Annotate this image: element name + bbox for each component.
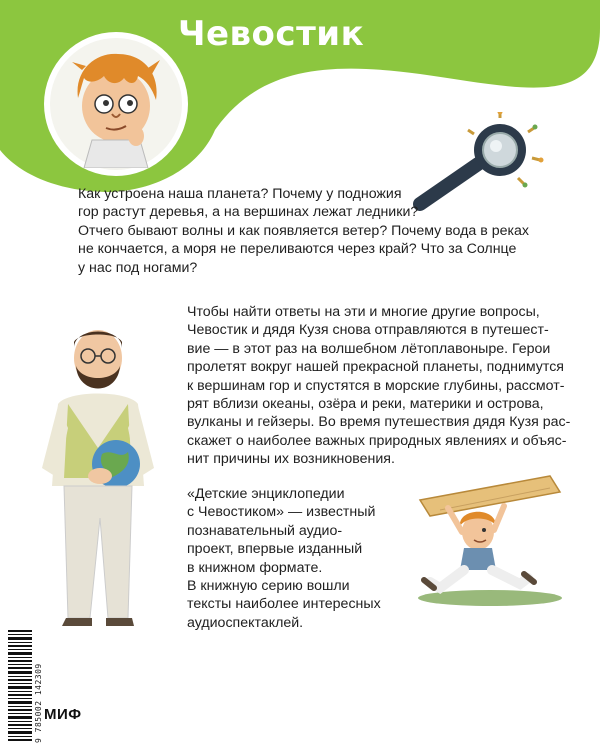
publisher-logo: МИФ: [44, 706, 82, 723]
running-chevostik-illustration: [400, 470, 570, 610]
text-line: тексты наиболее интересных: [187, 596, 381, 613]
promo-paragraph: [187, 485, 407, 632]
series-title: Чевостик: [178, 14, 365, 54]
text-line: в книжном формате.: [187, 559, 323, 576]
uncle-kuzya-illustration: [28, 318, 168, 628]
text-line: гор растут деревья, а на вершинах лежат ледники?: [78, 204, 419, 221]
text-line: Чтобы найти ответы на эти и многие другие вопросы,: [187, 304, 540, 320]
text-line: Как устроена наша планета? Почему у подножия: [78, 186, 402, 202]
text-line: скажет о наиболее важных природных явлениях и объяс-: [187, 432, 567, 449]
chevostik-portrait: [52, 40, 180, 168]
text-line: Чевостик и дядя Кузя снова отправляются в путешест-: [187, 322, 549, 339]
text-line: не кончается, а моря не переливаются через край? Что за Солнце: [78, 241, 517, 258]
text-line: у нас под ногами?: [78, 259, 198, 276]
text-line: пролетят вокруг нашей прекрасной планеты, поднимутся: [187, 359, 564, 376]
text-line: аудиоспектаклей.: [187, 614, 304, 631]
text-line: рят вблизи океаны, озёра и реки, материки и острова,: [187, 396, 544, 413]
intro-paragraph: [78, 185, 529, 277]
text-line: вулканы и гейзеры. Во время путешествия дядя Кузя рас-: [187, 414, 571, 431]
text-line: вие — в этот раз на волшебном лётоплавоныре. Герои: [187, 340, 551, 357]
barcode: [8, 630, 32, 742]
text-line: «Детские энциклопедии: [187, 486, 345, 502]
text-line: В книжную серию вошли: [187, 578, 350, 595]
text-line: познавательный аудио-: [187, 522, 343, 539]
barcode-digits: 9 785002 142309: [34, 663, 43, 743]
text-line: проект, впервые изданный: [187, 541, 363, 558]
text-line: Отчего бывают волны и как появляется ветер? Почему вода в реках: [78, 222, 529, 239]
text-line: нит причины их возникновения.: [187, 451, 395, 468]
text-line: к вершинам гор и спустятся в морские глубины, рассмот-: [187, 377, 565, 394]
main-paragraph: [187, 303, 571, 469]
text-line: с Чевостиком» — известный: [187, 504, 376, 521]
